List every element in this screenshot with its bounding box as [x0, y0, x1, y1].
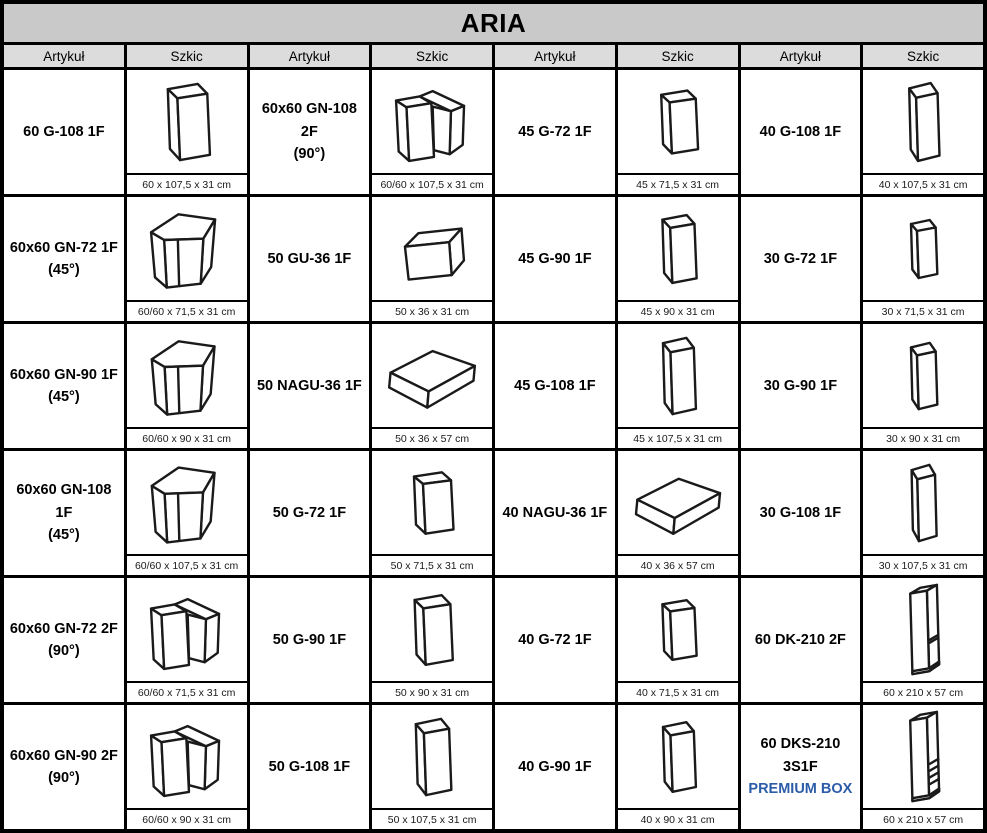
article-cell: [250, 705, 370, 829]
sketch-area: [372, 451, 492, 554]
sketch-cell: [618, 578, 738, 702]
column-header-artikul-2: Artykuł: [250, 45, 370, 67]
sketch-cell: [127, 451, 247, 575]
dimensions-label: 60/60 x 107,5 x 31 cm: [127, 554, 247, 575]
article-code: 30 G-90 1F: [763, 377, 838, 394]
dimensions-label: 40 x 36 x 57 cm: [618, 554, 738, 575]
article-code: 45 G-90 1F: [518, 250, 592, 267]
sketch-area: [863, 197, 983, 300]
cabinet-sketch-flat-icon: [381, 339, 483, 413]
cabinet-sketch-box-icon: [405, 711, 459, 803]
article-code: 40 G-90 1F: [518, 758, 592, 775]
cabinet-sketch-box-icon: [653, 715, 703, 799]
dimensions-label: 60/60 x 71,5 x 31 cm: [127, 300, 247, 321]
sketch-cell: [863, 197, 983, 321]
column-header-szkic-2: Szkic: [372, 45, 492, 67]
cabinet-sketch-box-icon: [903, 336, 943, 416]
sketch-area: [372, 324, 492, 427]
sketch-cell: [127, 324, 247, 448]
sketch-cell: [863, 578, 983, 702]
article-code: 60 G-108 1F: [23, 123, 105, 140]
sketch-area: [618, 70, 738, 173]
sketch-area: [618, 324, 738, 427]
dimensions-label: 60 x 210 x 57 cm: [863, 808, 983, 829]
article-cell: [495, 705, 615, 829]
sketch-cell: [618, 705, 738, 829]
sketch-area: [618, 705, 738, 808]
sketch-area: [863, 451, 983, 554]
article-code: 60x60 GN-72 1F: [9, 239, 118, 256]
sketch-area: [372, 197, 492, 300]
cabinet-sketch-box-icon: [652, 594, 704, 666]
sketch-cell: [863, 451, 983, 575]
article-cell: [495, 324, 615, 448]
article-code: 30 G-108 1F: [759, 504, 842, 521]
sketch-area: [863, 70, 983, 173]
sketch-cell: [372, 451, 492, 575]
sketch-cell: [372, 705, 492, 829]
dimensions-label: 50 x 90 x 31 cm: [372, 681, 492, 702]
article-code-extra: 2F: [300, 123, 318, 140]
article-cell: [250, 451, 370, 575]
dimensions-label: 50 x 36 x 57 cm: [372, 427, 492, 448]
page-title: ARIA: [4, 4, 983, 42]
column-header-artikul-1: Artykuł: [4, 45, 124, 67]
sketch-cell: [863, 324, 983, 448]
article-cell: [4, 451, 124, 575]
sketch-cell: [863, 705, 983, 829]
sketch-area: [372, 578, 492, 681]
article-code: 50 G-108 1F: [268, 758, 351, 775]
cabinet-sketch-c45-icon: [138, 204, 236, 294]
article-cell: [741, 197, 861, 321]
column-header-szkic-4: Szkic: [863, 45, 983, 67]
sketch-cell: [618, 451, 738, 575]
article-cell: [250, 324, 370, 448]
sketch-area: [127, 578, 247, 681]
article-cell: [4, 578, 124, 702]
cabinet-sketch-c45-icon: [139, 331, 235, 421]
dimensions-label: 30 x 107,5 x 31 cm: [863, 554, 983, 575]
cabinet-sketch-c45-icon: [139, 457, 235, 549]
article-code: 60x60 GN-90 2F: [9, 747, 118, 764]
article-cell: [741, 578, 861, 702]
sketch-area: [372, 705, 492, 808]
article-cell: [741, 324, 861, 448]
article-cell: [250, 578, 370, 702]
article-code: 60x60 GN-108 1F: [16, 482, 112, 521]
dimensions-label: 40 x 90 x 31 cm: [618, 808, 738, 829]
sketch-cell: [127, 705, 247, 829]
cabinet-sketch-box-icon: [652, 208, 704, 290]
article-code: 50 NAGU-36 1F: [256, 377, 362, 394]
article-code: 40 G-108 1F: [759, 123, 842, 140]
dimensions-label: 60/60 x 71,5 x 31 cm: [127, 681, 247, 702]
dimensions-label: 60/60 x 90 x 31 cm: [127, 427, 247, 448]
dimensions-label: 50 x 107,5 x 31 cm: [372, 808, 492, 829]
sketch-area: [127, 197, 247, 300]
article-code: 50 GU-36 1F: [267, 250, 352, 267]
sketch-cell: [372, 197, 492, 321]
article-code: 60 DK-210 2F: [754, 631, 846, 648]
column-header-artikul-3: Artykuł: [495, 45, 615, 67]
cabinet-sketch-dks-icon: [898, 708, 948, 805]
article-cell: [250, 197, 370, 321]
article-cell: [741, 451, 861, 575]
article-cell: [495, 578, 615, 702]
sketch-cell: [127, 197, 247, 321]
article-code-extra: (45°): [48, 527, 80, 544]
article-code: 60x60 GN-108: [261, 101, 357, 118]
cabinet-sketch-box-icon: [650, 84, 706, 160]
sketch-area: [127, 324, 247, 427]
article-cell: [495, 70, 615, 194]
sketch-area: [618, 451, 738, 554]
cabinet-sketch-box-icon: [904, 457, 942, 549]
article-cell: [741, 705, 861, 829]
article-cell: [250, 70, 370, 194]
article-code: 40 G-72 1F: [518, 631, 592, 648]
sketch-cell: [618, 197, 738, 321]
sketch-cell: [618, 324, 738, 448]
article-cell: [495, 451, 615, 575]
dimensions-label: 30 x 71,5 x 31 cm: [863, 300, 983, 321]
cabinet-sketch-flat-icon: [628, 467, 728, 539]
article-code: 50 G-72 1F: [272, 504, 347, 521]
sketch-cell: [127, 578, 247, 702]
sketch-area: [618, 578, 738, 681]
column-header-artikul-4: Artykuł: [741, 45, 861, 67]
article-cell: [4, 70, 124, 194]
article-code: 60x60 GN-90 1F: [9, 366, 118, 383]
cabinet-sketch-box-icon: [900, 75, 946, 169]
dimensions-label: 50 x 71,5 x 31 cm: [372, 554, 492, 575]
sketch-area: [127, 705, 247, 808]
article-code: 45 G-108 1F: [514, 377, 596, 394]
article-code: 40 NAGU-36 1F: [502, 504, 608, 521]
article-code-extra: (90°): [48, 770, 80, 786]
sketch-area: [863, 324, 983, 427]
cabinet-sketch-c90-icon: [383, 75, 481, 169]
cabinet-sketch-gu-icon: [389, 215, 475, 283]
dimensions-label: 50 x 36 x 31 cm: [372, 300, 492, 321]
article-code: 50 G-90 1F: [272, 631, 347, 648]
sketch-area: [372, 70, 492, 173]
dimensions-label: 45 x 71,5 x 31 cm: [618, 173, 738, 194]
cabinet-sketch-box-icon: [402, 466, 462, 540]
article-code-extra: (45°): [48, 389, 80, 405]
dimensions-label: 45 x 107,5 x 31 cm: [618, 427, 738, 448]
sketch-cell: [372, 324, 492, 448]
article-cell: [741, 70, 861, 194]
article-cell: [4, 705, 124, 829]
cabinet-sketch-box-icon: [403, 588, 461, 672]
cabinet-sketch-box-icon: [155, 76, 219, 168]
dimensions-label: 60/60 x 107,5 x 31 cm: [372, 173, 492, 194]
dimensions-label: 45 x 90 x 31 cm: [618, 300, 738, 321]
article-code: 60 DKS-210 3S1F: [760, 736, 841, 775]
dimensions-label: 40 x 71,5 x 31 cm: [618, 681, 738, 702]
sketch-cell: [372, 70, 492, 194]
article-code: 60x60 GN-72 2F: [9, 620, 118, 637]
article-code-extra: (90°): [48, 643, 80, 659]
column-header-szkic-3: Szkic: [618, 45, 738, 67]
article-cell: [4, 197, 124, 321]
sketch-cell: [618, 70, 738, 194]
cabinet-sketch-box-icon: [653, 330, 703, 422]
sketch-area: [127, 451, 247, 554]
product-table: [4, 4, 983, 829]
cabinet-sketch-c90-icon: [138, 710, 236, 804]
article-code: 45 G-72 1F: [518, 123, 592, 140]
cabinet-sketch-box-icon: [903, 214, 943, 284]
dimensions-label: 60/60 x 90 x 31 cm: [127, 808, 247, 829]
cabinet-sketch-c90-icon: [138, 583, 236, 677]
article-cell: [495, 197, 615, 321]
sketch-area: [863, 578, 983, 681]
sketch-cell: [127, 70, 247, 194]
sketch-area: [618, 197, 738, 300]
article-code-extra: (90°): [293, 146, 326, 163]
dimensions-label: 60 x 107,5 x 31 cm: [127, 173, 247, 194]
sketch-cell: [863, 70, 983, 194]
article-cell: [4, 324, 124, 448]
article-code: 30 G-72 1F: [763, 250, 838, 267]
sketch-cell: [372, 578, 492, 702]
dimensions-label: 60 x 210 x 57 cm: [863, 681, 983, 702]
article-code-extra: (45°): [48, 262, 80, 278]
column-header-szkic-1: Szkic: [127, 45, 247, 67]
article-code-extra: PREMIUM BOX: [748, 781, 853, 798]
dimensions-label: 40 x 107,5 x 31 cm: [863, 173, 983, 194]
dimensions-label: 30 x 90 x 31 cm: [863, 427, 983, 448]
sketch-area: [127, 70, 247, 173]
cabinet-sketch-dk-icon: [898, 581, 948, 678]
sketch-area: [863, 705, 983, 808]
